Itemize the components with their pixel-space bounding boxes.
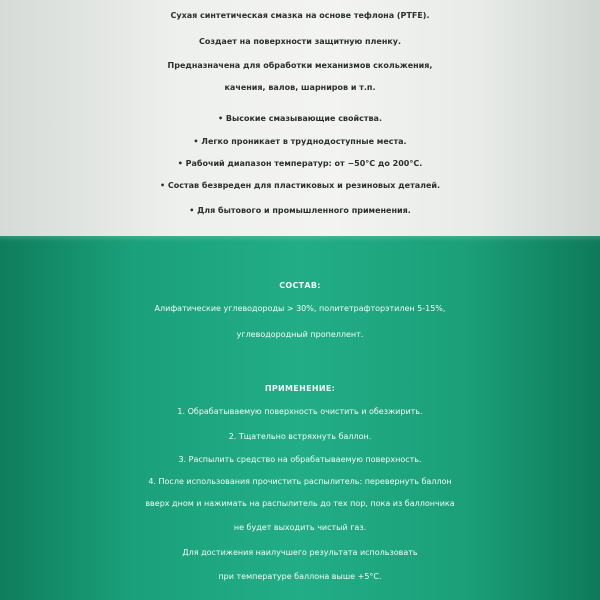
description-line-1: Сухая синтетическая смазка на основе тефлона (PTFE). xyxy=(170,11,430,20)
feature-1: • Высокие смазывающие свойства. xyxy=(218,114,382,123)
usage-line-7: Для достижения наилучшего результата использовать xyxy=(182,548,418,557)
description-line-4: качения, валов, шарниров и т.п. xyxy=(224,83,376,92)
feature-4: • Состав безвреден для пластиковых и резиновых деталей. xyxy=(159,181,441,190)
usage-line-3: 3. Распылить средство на обрабатываемую поверхность. xyxy=(178,455,422,464)
usage-heading: ПРИМЕНЕНИЕ: xyxy=(264,384,336,393)
usage-line-2: 2. Тщательно встряхнуть баллон. xyxy=(228,432,372,441)
feature-2: • Легко проникает в труднодоступные места. xyxy=(193,137,407,146)
composition-line-1: Алифатические углеводороды > 30%, политетрафторэтилен 5-15%, xyxy=(154,304,446,313)
green-band xyxy=(0,236,600,600)
feature-5: • Для бытового и промышленного применения. xyxy=(189,206,411,215)
usage-line-4: 4. После использования прочистить распылитель: перевернуть баллон xyxy=(148,477,452,486)
feature-3: • Рабочий диапазон температур: от −50°С до 200°С. xyxy=(177,159,423,168)
composition-heading: СОСТАВ: xyxy=(279,281,321,290)
usage-line-6: не будет выходить чистый газ. xyxy=(233,523,367,532)
composition-line-2: углеводородный пропеллент. xyxy=(236,330,364,339)
description-line-2: Создает на поверхности защитную пленку. xyxy=(198,37,402,46)
usage-line-5: вверх дном и нажимать на распылитель до тех пор, пока из баллончика xyxy=(145,499,455,508)
description-line-3: Предназначена для обработки механизмов скольжения, xyxy=(167,61,433,70)
usage-line-8: при температуре баллона выше +5°С. xyxy=(218,572,382,581)
usage-line-1: 1. Обрабатываемую поверхность очистить и обезжирить. xyxy=(177,407,423,416)
